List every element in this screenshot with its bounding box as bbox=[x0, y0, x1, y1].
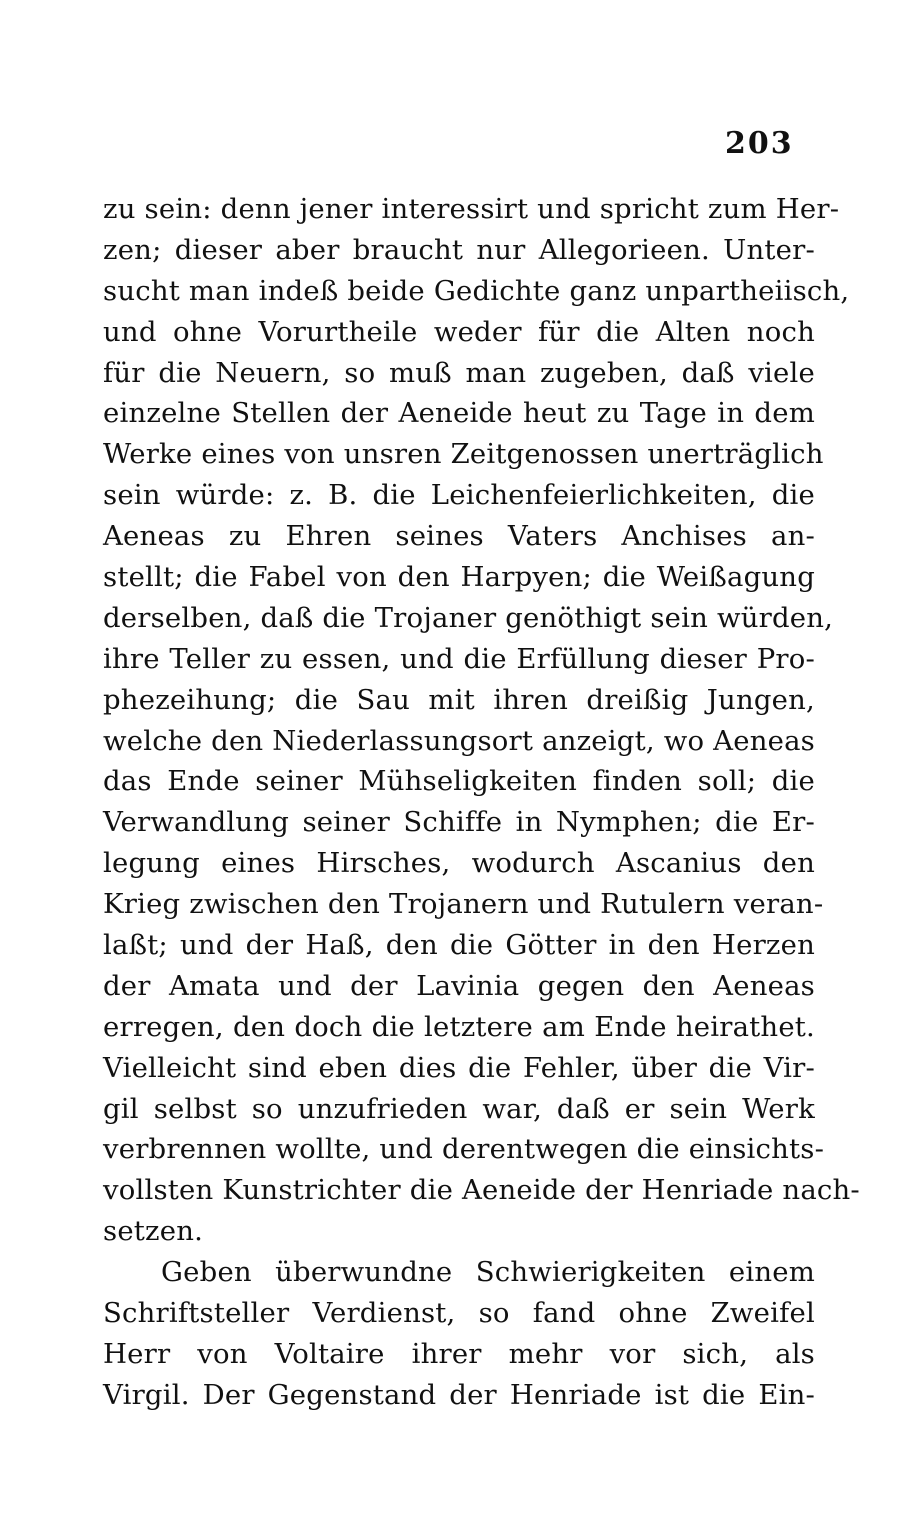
text-line: zu sein: denn jener interessirt und spricht zum Her- bbox=[103, 193, 840, 225]
text-line: phezeihung; die Sau mit ihren dreißig Jungen, bbox=[103, 683, 815, 716]
text-line: derselben, daß die Trojaner genöthigt sein würden, bbox=[103, 601, 834, 634]
paragraph-end-line: setzen. bbox=[103, 1215, 204, 1248]
text-line: das Ende seiner Mühseligkeiten finden soll; die bbox=[103, 765, 815, 798]
text-line: Schriftsteller Verdienst, so fand ohne Zweifel bbox=[103, 1297, 815, 1330]
text-line: welche den Niederlassungsort anzeigt, wo Aeneas bbox=[103, 724, 815, 757]
text-line: Krieg zwischen den Trojanern und Rutulern veran- bbox=[103, 888, 824, 921]
text-line: Virgil. Der Gegenstand der Henriade ist die Ein- bbox=[103, 1378, 815, 1411]
text-line: Verwandlung seiner Schiffe in Nymphen; die Er- bbox=[103, 806, 815, 839]
text-line: einzelne Stellen der Aeneide heut zu Tage in dem bbox=[103, 397, 815, 430]
text-line: Vielleicht sind eben dies die Fehler, über die Vir- bbox=[103, 1051, 815, 1084]
text-line: gil selbst so unzufrieden war, daß er sein Werk bbox=[103, 1092, 815, 1125]
text-line: Herr von Voltaire ihrer mehr vor sich, als bbox=[103, 1337, 815, 1370]
text-line: stellt; die Fabel von den Harpyen; die Weißagung bbox=[103, 561, 815, 594]
text-line: und ohne Vorurtheile weder für die Alten noch bbox=[103, 315, 815, 348]
text-line: zen; dieser aber braucht nur Allegorieen. Unter- bbox=[103, 233, 815, 266]
text-line: Aeneas zu Ehren seines Vaters Anchises an- bbox=[103, 520, 815, 553]
paragraph-start-line: Geben überwundne Schwierigkeiten einem bbox=[161, 1256, 815, 1289]
text-line: legung eines Hirsches, wodurch Ascanius den bbox=[103, 847, 815, 880]
text-line: erregen, den doch die letztere am Ende heirathet. bbox=[103, 1010, 815, 1043]
text-line: verbrennen wollte, und derentwegen die einsichts- bbox=[103, 1133, 825, 1166]
text-line: für die Neuern, so muß man zugeben, daß viele bbox=[103, 356, 815, 389]
text-line: laßt; und der Haß, den die Götter in den Herzen bbox=[103, 929, 815, 962]
text-line: ihre Teller zu essen, und die Erfüllung dieser Pro- bbox=[103, 642, 815, 675]
page-number: 203 bbox=[725, 126, 794, 161]
text-line: sucht man indeß beide Gedichte ganz unpartheiisch, bbox=[103, 274, 850, 307]
text-line: sein würde: z. B. die Leichenfeierlichkeiten, die bbox=[103, 479, 815, 512]
body-text bbox=[103, 189, 860, 1416]
text-line: der Amata und der Lavinia gegen den Aeneas bbox=[103, 969, 815, 1002]
text-line: vollsten Kunstrichter die Aeneide der Henriade nach- bbox=[103, 1174, 860, 1207]
text-line: Werke eines von unsren Zeitgenossen unerträglich bbox=[103, 438, 824, 471]
